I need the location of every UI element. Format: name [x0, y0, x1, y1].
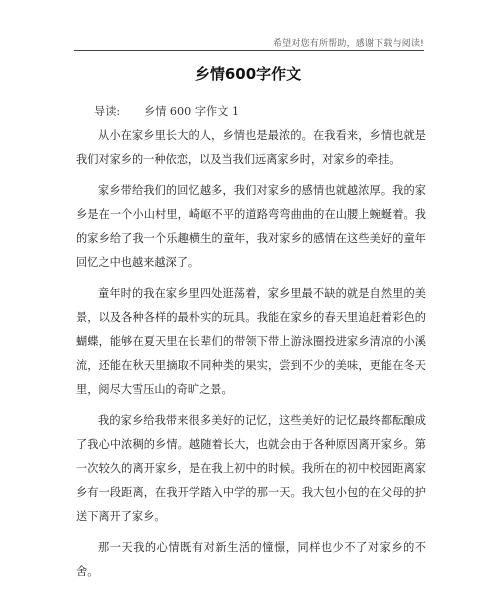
- guide-text: 乡情 600 字作文 1: [144, 105, 240, 118]
- header-divider: [74, 50, 424, 51]
- paragraph-1: 从小在家乡里长大的人，乡情也是最浓的。在我看来，乡情也就是我们对家乡的一种依恋，以及当我们远离家乡时，对家乡的牵挂。: [76, 129, 426, 166]
- header-note: 希望对您有所帮助，感谢下载与阅读!: [272, 39, 424, 49]
- paragraph-4: 我的家乡给我带来很多美好的记忆，这些美好的记忆最终都酝酿成了我心中浓稠的乡情。越随着长大，也就会由于各种原因离开家乡。第一次较久的离开家乡，是在我上初中的时候。我所在的初中校园距离家乡有一段距离，在我开学踏入中学的那一天。我大包小包的在父母的护送下离开了家乡。: [76, 414, 426, 523]
- paragraph-5: 那一天我的心情既有对新生活的憧憬，同样也少不了对家乡的不舍。: [76, 541, 426, 578]
- paragraph-3: 童年时的我在家乡里四处逛荡着，家乡里最不缺的就是自然里的美景，以及各种各样的最朴实的玩具。我能在家乡的春天里追赶着彩色的蝴蝶，能够在夏天里在长辈们的带领下带上游泳圈投进家乡清凉的小溪流，还能在秋天里摘取不同种类的果实，尝到不少的美味，更能在冬天里，阅尽大雪压山的奇旷之景。: [76, 287, 426, 396]
- guide-label: 导读:: [94, 105, 121, 118]
- document-body: [76, 124, 426, 591]
- document-title: 乡情600字作文: [194, 65, 302, 83]
- guide-line: [94, 103, 239, 119]
- paragraph-2: 家乡带给我们的回忆越多，我们对家乡的感情也就越浓厚。我的家乡是在一个小山村里，崎岖不平的道路弯弯曲曲的在山腰上蜿蜒着。我的家乡给了我一个乐趣横生的童年，我对家乡的感情在这些美好的童年回忆之中也越来越深了。: [76, 184, 426, 269]
